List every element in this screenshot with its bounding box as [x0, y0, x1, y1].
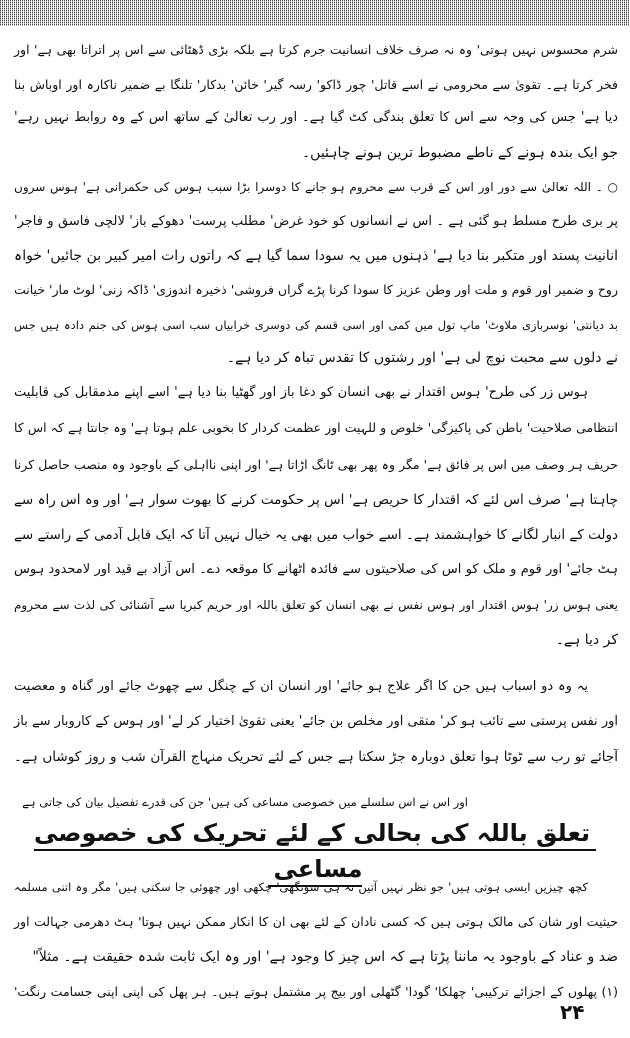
text-line: انتظامی صلاحیت' باطن کی پاکیزگی' خلوص و للہیت اور عظمت کردار کا بخوبی علم ہوتا ہے' وہ جانتا ہے کہ اس کا — [14, 420, 618, 436]
header-halftone-band — [0, 0, 630, 26]
text-line: اور اس نے اس سلسلے میں خصوصی مساعی کی ہیں' جن کی قدرے تفصیل بیان کی جاتی ہے — [22, 795, 468, 810]
text-line: ○ ۔ اللہ تعالیٰ سے دور اور اس کے قرب سے محروم ہو جانے کا دوسرا بڑا سبب ہوس کی حکمرانی ہے' ہوس سروں — [14, 180, 618, 195]
text-line: جو ایک بندہ ہونے کے ناطے مضبوط ترین ہونے چاہئیں۔ — [301, 145, 618, 162]
text-line: انانیت پسند اور متکبر بنا دیا ہے' ذہنوں میں یہ سودا سما گیا ہے کہ راتوں رات امیر کبیر بن جائیں' خواہ — [14, 247, 618, 264]
text-line: شرم محسوس نہیں ہوتی' وہ نہ صرف خلاف انسانیت جرم کرتا ہے بلکہ بڑی ڈھٹائی سے اس پر اتراتا بھی ہے' اور — [14, 41, 618, 57]
text-line: ضد و عناد کے باوجود یہ ماننا پڑتا ہے کہ اس چیز کا وجود ہے' اور وہ ایک ثابت شدہ حقیقت ہے۔ مثلاً" — [32, 949, 618, 966]
page-number: ۲۴ — [560, 1000, 585, 1024]
text-line: دیا ہے' جس کی وجہ سے اس کا تعلق بندگی کٹ گیا ہے۔ اور رب تعالیٰ کے ساتھ اس کے وہ روابط نہیں رہے' — [14, 110, 618, 126]
text-line: حیثیت اور شان کی مالک ہوتی ہیں کہ کسی نادان کے لئے بھی ان کا انکار ممکن نہیں ہوتا' ہٹ دھرمی جہالت اور — [14, 914, 618, 930]
text-line: یعنی ہوس زر' ہوس اقتدار اور ہوس نفس نے بھی انسان کو تعلق باللہ اور حریم کبریا سے آشنائی کی لذت سے محروم — [14, 597, 618, 612]
text-line: اور نفس پرستی سے تائب ہو کر' متقی اور مخلص بن جائے' یعنی تقویٰ اختیار کر لے' اور ہوس کے کاروبار سے باز — [14, 714, 618, 730]
text-line: چاہتا ہے' صرف اس لئے کہ اقتدار کا حریص ہے' اس پر حکومت کرنے کا بھوت سوار ہے' اور وہ اس راہ سے — [14, 491, 618, 508]
text-line: کچھ چیزیں ایسی ہوتی ہیں' جو نظر نہیں آتیں نہ ہی سونگھی' چکھی اور چھوئی جا سکتی ہیں' مگر وہ اتنی مسلمہ — [14, 880, 588, 895]
text-line: یہ وہ دو اسباب ہیں جن کا اگر علاج ہو جائے' اور انسان ان کے چنگل سے چھوٹ جائے اور گناہ و معصیت — [14, 679, 588, 695]
text-line: فخر کرتا ہے۔ تقویٰ سے محرومی نے اسے قاتل' چور ڈاکو' رسہ گیر' خائن' بدکار' تلنگا بے ضمیر ناکارہ اور اوباش بنا — [14, 76, 618, 92]
text-line: روح و ضمیر اور قوم و ملت اور وطن عزیز کا سودا کرنا پڑے گراں فروشی' ذخیرہ اندوزی' ڈاکہ زنی' لوٹ مار' خیانت — [14, 281, 618, 297]
text-line: حریف ہر وصف میں اس پر فائق ہے' مگر وہ پھر بھی ٹانگ اڑاتا ہے' اور اپنی نااہلی کے باوجود وہ منصب حاصل کرنا — [14, 456, 618, 472]
text-line: (۱) پھلوں کے اجزائے ترکیبی' چھلکا' گودا' گٹھلی اور بیج پر مشتمل ہوتے ہیں۔ ہر پھل کی اپنی اپنی جسامت رنگت' — [14, 984, 618, 1000]
text-line: دولت کے انبار لگانے کا خواہشمند ہے۔ اسے خواب میں بھی یہ خیال نہیں آتا کہ ایک قابل آدمی کے راستے سے — [14, 526, 618, 543]
text-line: آجائے تو رب سے ٹوٹا ہوا تعلق دوبارہ جڑ سکتا ہے جس کے لئے تحریک منہاج القرآن شب و روز کوشاں ہے۔ — [14, 749, 618, 766]
text-line: پر بری طرح مسلط ہو گئی ہے ۔ اس نے انسانوں کو خود غرض' مطلب پرست' دھوکے باز' لالچی فاسق و فاجر' — [14, 214, 618, 230]
section-heading-text: تعلق باللہ کی بحالی کے لئے تحریک کی خصوصی مساعی — [34, 819, 596, 887]
text-line: کر دیا ہے۔ — [555, 631, 618, 648]
text-line: نے دلوں سے محبت نوچ لی ہے' اور رشتوں کا تقدس تباہ کر دیا ہے۔ — [226, 350, 618, 367]
text-line: ہٹ جائے' اور قوم و ملک کو اس کی صلاحیتوں سے فائدہ اٹھانے کا موقعہ دے۔ اس آزاد بے قید اور لامحدود ہوس — [14, 561, 618, 577]
text-line: ہوس زر کی طرح' ہوس اقتدار نے بھی انسان کو دغا باز اور گھٹیا بنا دیا ہے' اسے اپنے مدمقابل کی قابلیت — [14, 385, 588, 401]
text-line: بد دیانتی' نوسربازی ملاوٹ' ماپ تول میں کمی اور اسی قسم کی دوسری خرابیاں سب اسی ہوس کی جنم دادہ ہیں جس — [14, 317, 618, 332]
